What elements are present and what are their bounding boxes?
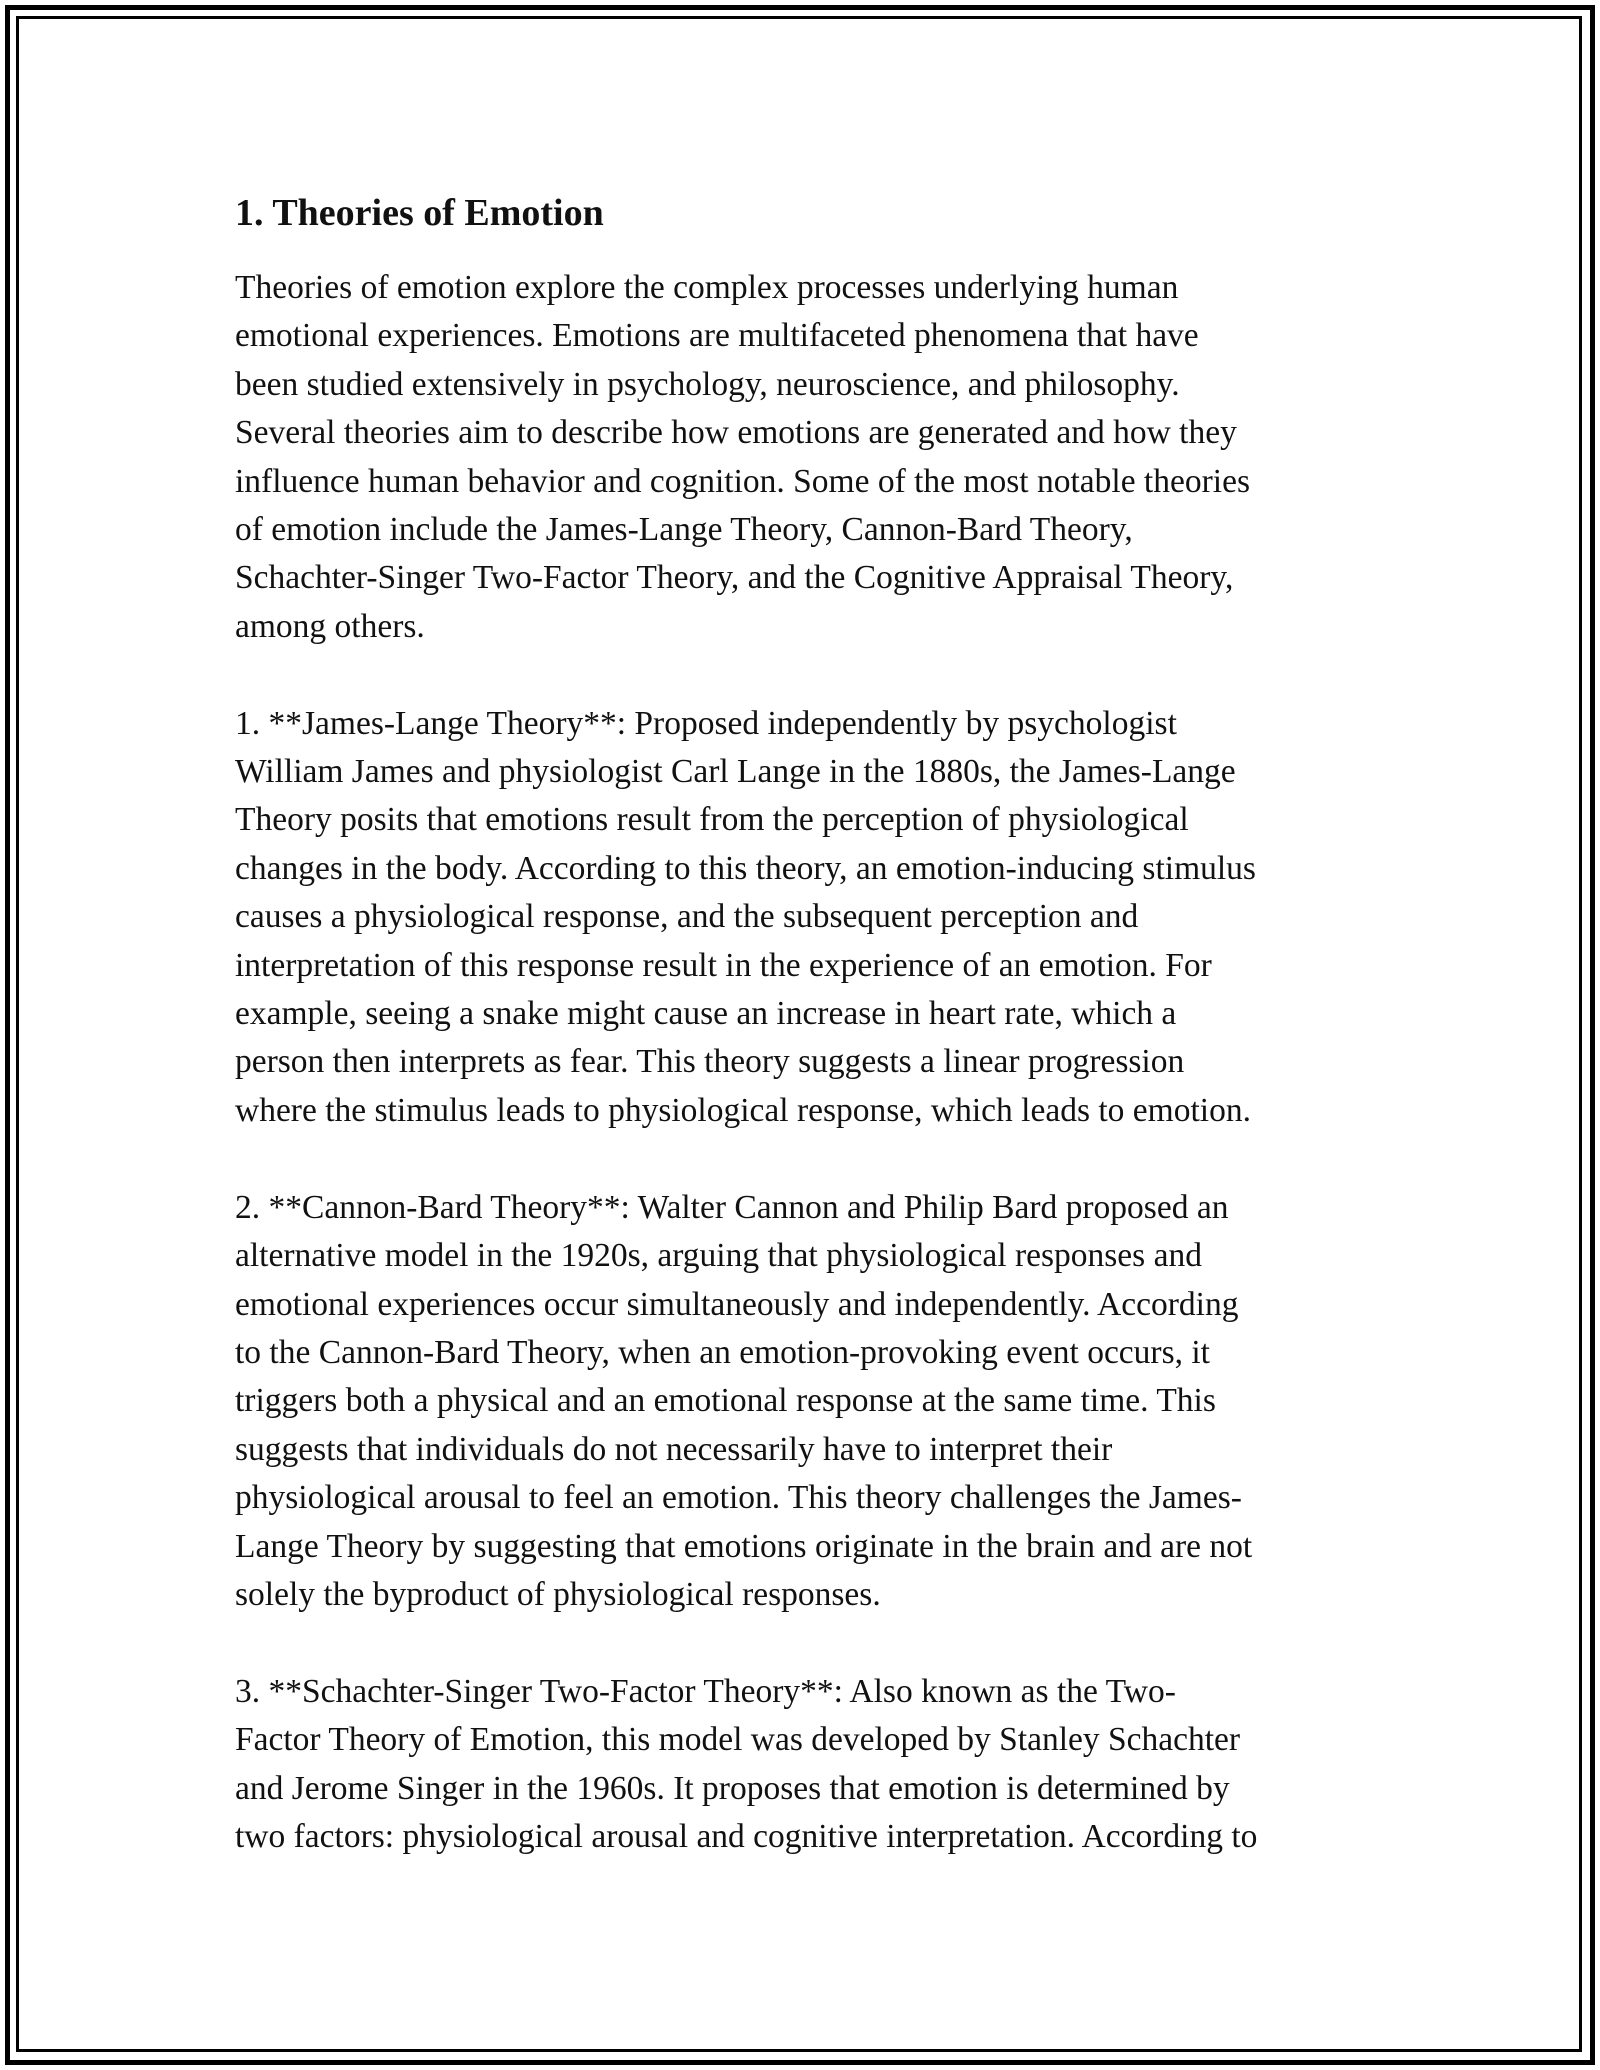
document-body (235, 182, 1385, 1861)
james-lange-paragraph: 1. **James-Lange Theory**: Proposed independently by psychologist William James and physiologist Carl Lange in the 1880s, the James-Lange Theory posits that emotions result from the perception of physiological changes in the body. According to this theory, an emotion-inducing stimulus causes a physiological response, and the subsequent perception and interpretation of this response result in the experience of an emotion. For example, seeing a snake might cause an increase in heart rate, which a person then interprets as fear. This theory suggests a linear progression where the stimulus leads to physiological response, which leads to emotion. (235, 704, 1256, 1129)
cannon-bard-paragraph: 2. **Cannon-Bard Theory**: Walter Cannon and Philip Bard proposed an alternative model in the 1920s, arguing that physiological responses and emotional experiences occur simultaneously and independently. According to the Cannon-Bard Theory, when an emotion-provoking event occurs, it triggers both a physical and an emotional response at the same time. This suggests that individuals do not necessarily have to interpret their physiological arousal to feel an emotion. This theory challenges the James- Lange Theory by suggesting that emotions originate in the brain and are not solely the byproduct of physiological responses. (235, 1188, 1253, 1613)
schachter-singer-paragraph: 3. **Schachter-Singer Two-Factor Theory**: Also known as the Two- Factor Theory of Emotion, this model was developed by Stanley Schachter and Jerome Singer in the 1960s. It proposes that emotion is determined by two factors: physiological arousal and cognitive interpretation. According to (235, 1672, 1258, 1855)
intro-paragraph: Theories of emotion explore the complex processes underlying human emotional experiences. Emotions are multifaceted phenomena that have been studied extensively in psychology, neuroscience, and philosophy. Several theories aim to describe how emotions are generated and how they influence human behavior and cognition. Some of the most notable theories of emotion include the James-Lange Theory, Cannon-Bard Theory, Schachter-Singer Two-Factor Theory, and the Cognitive Appraisal Theory, among others. (235, 269, 1250, 645)
section-heading: 1. Theories of Emotion (235, 192, 604, 234)
